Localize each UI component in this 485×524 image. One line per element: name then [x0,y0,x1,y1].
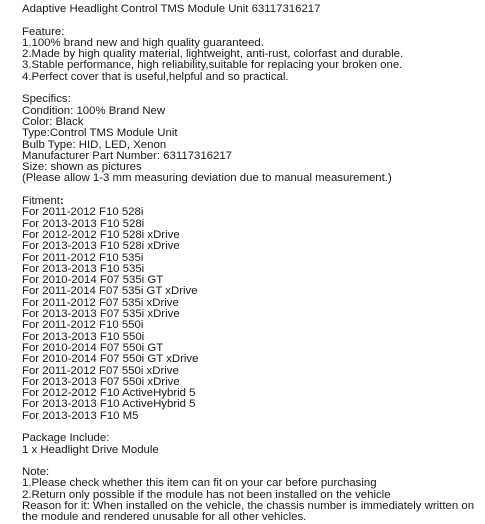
fitment-heading-colon: : [59,195,64,208]
note-item: the module and rendered unusable for all other vehicles. [22,511,307,524]
fitment-item: For 2011-2012 F10 550i [22,319,144,332]
feature-section [22,27,482,83]
specifics-item: Manufacturer Part Number: 63117316217 [22,149,233,162]
fitment-item: For 2011-2012 F07 535i xDrive [22,296,179,309]
fitment-item: For 2012-2012 F10 ActiveHybrid 5 [22,387,196,400]
fitment-item: For 2010-2014 F07 535i GT [22,274,164,287]
fitment-item: For 2010-2014 F07 550i GT xDrive [22,353,199,366]
fitment-item: For 2013-2013 F07 535i xDrive [22,308,180,321]
feature-item: 1.100% brand new and high quality guaranteed. [22,36,264,49]
note-section [22,467,482,523]
fitment-item: For 2011-2012 F10 535i [22,251,144,264]
fitment-item: For 2013-2013 F10 550i [22,330,145,343]
specifics-item: Size: shown as pictures [22,161,142,174]
package-heading: Package Include: [22,432,110,445]
fitment-item: For 2012-2012 F10 528i xDrive [22,228,180,241]
specifics-item: Condition: 100% Brand New [22,104,166,117]
fitment-item: For 2013-2013 F10 ActiveHybrid 5 [22,398,196,411]
fitment-item: For 2010-2014 F07 550i GT [22,341,164,354]
note-item: 1.Please check whether this item can fit on your car before purchasing [22,477,377,490]
fitment-item: For 2011-2012 F10 528i [22,206,144,219]
document-title: Adaptive Headlight Control TMS Module Unit 63117316217 [22,3,321,15]
fitment-item: For 2013-2013 F10 M5 [22,409,139,422]
fitment-item: For 2013-2013 F10 535i [22,262,145,275]
fitment-item: For 2013-2013 F07 550i xDrive [22,375,180,388]
fitment-item: For 2013-2013 F10 528i xDrive [22,240,180,253]
package-section [22,433,482,456]
note-item: 2.Return only possible if the module has not been installed on the vehicle [22,488,391,501]
fitment-heading-text: Fitment [22,195,60,208]
feature-item: 2.Made by high quality material, lightweight, anti-rust, colorfast and durable. [22,48,404,61]
specifics-section [22,94,482,184]
fitment-section [22,196,482,422]
specifics-item: Bulb Type: HID, LED, Xenon [22,138,167,151]
product-description [22,4,482,524]
specifics-item: (Please allow 1-3 mm measuring deviation due to manual measurement.) [22,172,392,185]
feature-heading: Feature: [22,25,65,38]
fitment-item: For 2011-2012 F07 550i xDrive [22,364,179,377]
specifics-item: Type:Control TMS Module Unit [22,127,178,140]
fitment-item: For 2013-2013 F10 528i [22,217,145,230]
feature-item: 4.Perfect cover that is useful,helpful and so practical. [22,70,289,83]
fitment-item: For 2011-2014 F07 535i GT xDrive [22,285,198,298]
note-item: Reason for it: When installed on the vehicle, the chassis number is immediately written on [22,500,475,513]
note-heading: Note: [22,466,50,479]
package-item: 1 x Headlight Drive Module [22,443,159,456]
specifics-heading: Specifics: [22,93,71,106]
feature-item: 3.Stable performance, high reliability,suitable for replacing your broken one. [22,59,403,72]
specifics-item: Color: Black [22,115,84,128]
